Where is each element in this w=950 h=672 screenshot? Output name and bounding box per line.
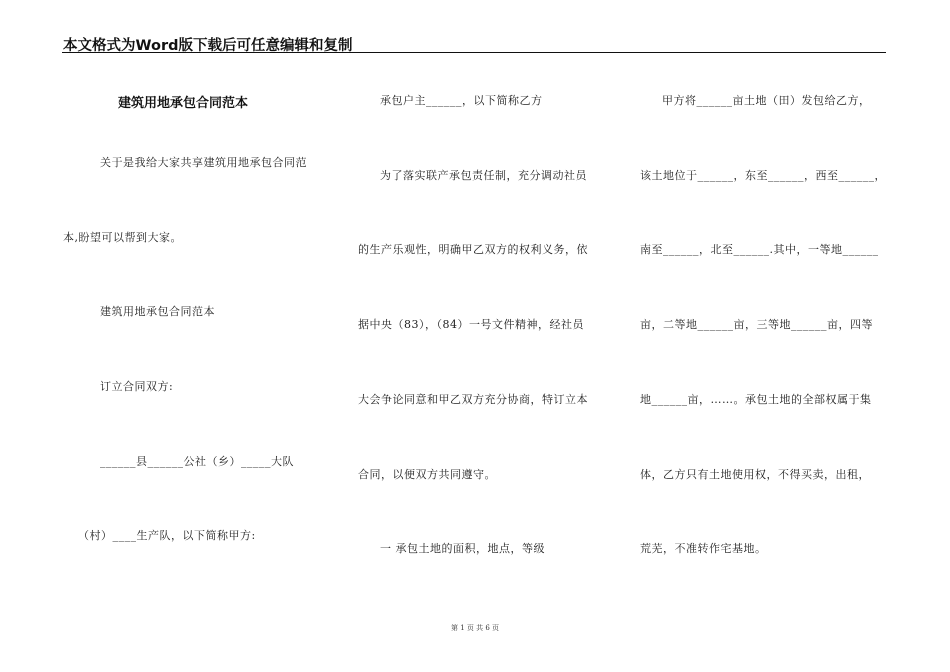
col1-line-4: 订立合同双方:	[100, 380, 174, 393]
col2-line-3: 的生产乐观性，明确甲乙双方的权利义务，依	[358, 243, 588, 256]
document-title: 建筑用地承包合同范本	[118, 96, 249, 111]
page-number: 第 1 页 共 6 页	[450, 624, 500, 632]
col2-line-6: 合同，以便双方共同遵守。	[358, 468, 496, 481]
col1-line-2: 本,盼望可以帮到大家。	[63, 231, 182, 244]
col1-line-3: 建筑用地承包合同范本	[100, 305, 215, 318]
col2-line-5: 大会争论同意和甲乙双方充分协商，特订立本	[358, 393, 588, 406]
col3-line-1: 甲方将______亩土地（田）发包给乙方，	[662, 94, 871, 107]
col2-line-4: 据中央（83），（84）一号文件精神，经社员	[358, 318, 584, 331]
document-header-title: 本文格式为Word版下载后可任意编辑和复制	[63, 38, 353, 54]
col3-line-6: 体，乙方只有土地使用权，不得买卖，出租，	[640, 468, 870, 481]
col3-line-3: 南至______，北至______.其中，一等地______	[640, 243, 879, 256]
col2-line-1: 承包户主______，以下简称乙方	[380, 94, 543, 107]
col3-line-4: 亩，二等地______亩，三等地______亩，四等	[640, 318, 873, 331]
col2-line-7: 一 承包土地的面积，地点，等级	[380, 542, 545, 555]
col2-line-2: 为了落实联产承包责任制，充分调动社员	[380, 169, 587, 182]
col3-line-7: 荒芜，不准转作宅基地。	[640, 542, 767, 555]
col3-line-2: 该土地位于______，东至______，西至______，	[640, 169, 886, 182]
col3-line-5: 地______亩，……。承包土地的全部权属于集	[640, 393, 872, 406]
col1-line-1: 关于是我给大家共享建筑用地承包合同范	[100, 156, 307, 169]
col1-line-5: ______县______公社（乡）_____大队	[100, 455, 294, 468]
col1-line-6: （村）____生产队，以下简称甲方:	[78, 529, 256, 542]
header-divider	[62, 52, 886, 53]
